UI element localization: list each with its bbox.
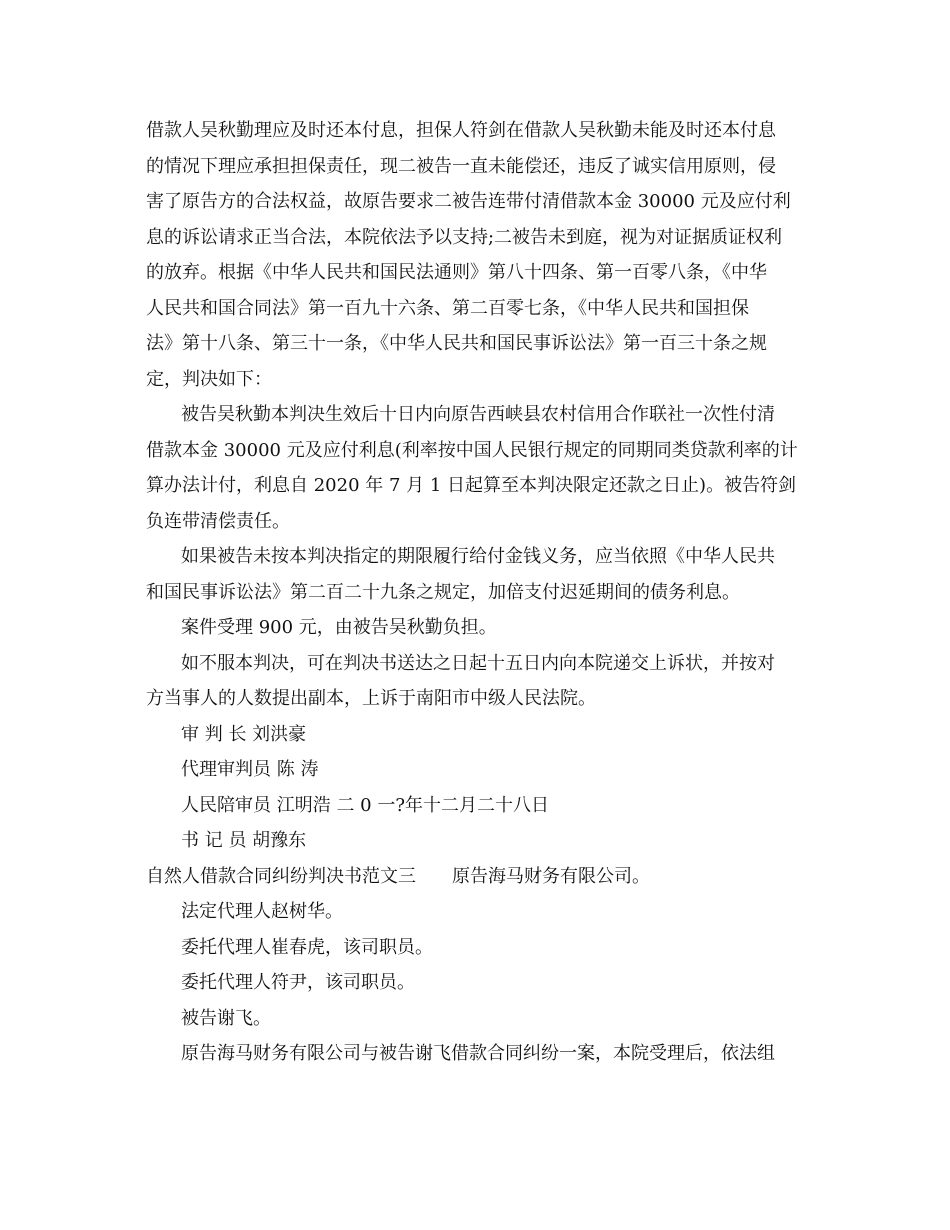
plaintiff-line: 原告海马财务有限公司。 [452, 865, 650, 887]
paragraph-line: 害了原告方的合法权益，故原告要求二被告连带付清借款本金 30000 元及应付利 [146, 191, 791, 212]
document-page [146, 116, 806, 1075]
party-line: 委托代理人符尹，该司职员。 [181, 972, 415, 993]
paragraph-line: 借款本金 30000 元及应付利息(利率按中国人民银行规定的同期同类贷款利率的计 [146, 439, 798, 461]
paragraph-line: 算办法计付，利息自 2020 年 7 月 1 日起算至本判决限定还款之日止)。被告符剑 [146, 475, 797, 496]
paragraph-line: 如果被告未按本判决指定的期限履行给付金钱义务，应当依照《中华人民共 [181, 546, 775, 567]
paragraph-line: 的放弃。根据《中华人民共和国民法通则》第八十四条、第一百零八条，《中华 [146, 262, 767, 283]
section-heading: 自然人借款合同纠纷判决书范文三 [146, 865, 416, 887]
paragraph-line: 案件受理 900 元，由被告吴秋勤负担。 [181, 617, 497, 638]
paragraph-line: 原告海马财务有限公司与被告谢飞借款合同纠纷一案，本院受理后，依法组 [181, 1043, 775, 1064]
paragraph-line: 被告吴秋勤本判决生效后十日内向原告西峡县农村信用合作联社一次性付清 [181, 404, 775, 425]
paragraph-line: 定，判决如下： [146, 368, 272, 390]
paragraph-line: 借款人吴秋勤理应及时还本付息，担保人符剑在借款人吴秋勤未能及时还本付息 [146, 120, 776, 141]
signature-line: 审 判 长 刘洪豪 [181, 723, 307, 745]
paragraph-line: 方当事人的人数提出副本，上诉于南阳市中级人民法院。 [146, 688, 596, 709]
paragraph-line: 法》第十八条、第三十一条，《中华人民共和国民事诉讼法》第一百三十条之规 [146, 333, 767, 354]
paragraph-line: 息的诉讼请求正当合法，本院依法予以支持;二被告未到庭，视为对证据质证权利 [146, 226, 783, 248]
paragraph-line: 的情况下理应承担担保责任，现二被告一直未能偿还，违反了诚实信用原则，侵 [146, 155, 776, 177]
party-line: 委托代理人崔春虎，该司职员。 [181, 936, 433, 958]
party-line: 法定代理人赵树华。 [181, 901, 343, 922]
signature-line: 书 记 员 胡豫东 [181, 830, 307, 851]
party-line: 被告谢飞。 [181, 1007, 271, 1029]
signature-line: 人民陪审员 江明浩 二 0 一?年十二月二十八日 [181, 794, 549, 816]
paragraph-line: 如不服本判决，可在判决书送达之日起十五日内向本院递交上诉状，并按对 [181, 652, 775, 674]
paragraph-line: 人民共和国合同法》第一百九十六条、第二百零七条，《中华人民共和国担保 [146, 297, 749, 319]
section-heading-line [146, 862, 806, 892]
paragraph-line: 和国民事诉讼法》第二百二十九条之规定，加倍支付迟延期间的债务利息。 [146, 581, 740, 603]
paragraph-line: 负连带清偿责任。 [146, 510, 290, 532]
signature-line: 代理审判员 陈 涛 [181, 759, 319, 780]
